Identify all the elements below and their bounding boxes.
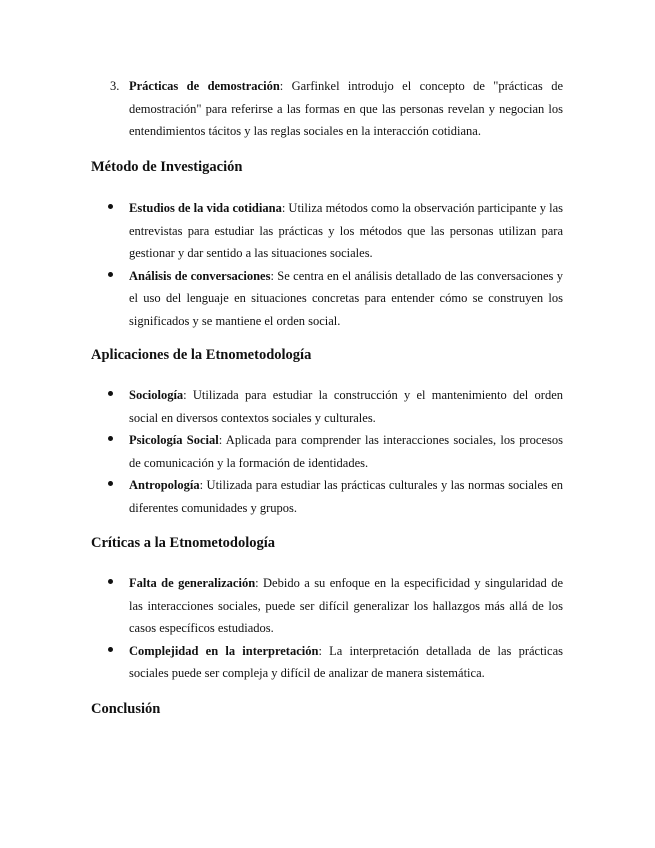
item-paragraph (129, 429, 563, 474)
bullet-icon (108, 391, 113, 396)
item-paragraph (129, 197, 563, 265)
item-description: : Garfinkel introdujo el concepto de "prácticas de demostración" para referirse a las formas en que las personas revelan y negocian los entendimientos tácitos y las reglas sociales en la interacción cotidiana. (129, 79, 563, 138)
bullet-list-metodo (0, 197, 655, 332)
list-item (0, 640, 655, 685)
item-description: : Aplicada para comprender las interacciones sociales, los procesos de comunicación y la formación de identidades. (129, 433, 563, 470)
list-item (0, 474, 655, 519)
section-heading-aplicaciones: Aplicaciones de la Etnometodología (91, 347, 312, 363)
item-term: Sociología (129, 388, 184, 402)
item-description: : Se centra en el análisis detallado de las conversaciones y el uso del lenguaje en situaciones concretas para entender cómo se construyen los significados y se mantiene el orden social. (129, 268, 563, 328)
item-term: Psicología Social (129, 433, 219, 447)
bullet-icon (108, 204, 113, 209)
item-description: : Utilizada para estudiar la construcción y el mantenimiento del orden social en diversos contextos sociales y culturales. (129, 388, 563, 425)
bullet-icon (108, 647, 113, 652)
list-number: 3. (110, 79, 120, 93)
item-paragraph (129, 265, 563, 333)
item-description: : Utilizada para estudiar las prácticas culturales y las normas sociales en diferentes comunidades y grupos. (129, 478, 563, 515)
item-term: Falta de generalización (129, 576, 256, 590)
item-paragraph (129, 75, 563, 143)
bullet-icon (108, 481, 113, 486)
item-paragraph (129, 572, 563, 640)
item-paragraph (129, 384, 563, 429)
item-term: Análisis de conversaciones (129, 268, 271, 283)
section-heading-criticas: Críticas a la Etnometodología (91, 535, 276, 551)
item-term: Prácticas de demostración (129, 79, 280, 93)
bullet-icon (108, 272, 113, 277)
item-paragraph (129, 640, 563, 685)
numbered-item-practicas-demostracion (0, 75, 655, 143)
item-description: : La interpretación detallada de las prácticas sociales puede ser compleja y difícil de analizar de manera sistemática. (129, 643, 563, 680)
item-term: Antropología (129, 478, 200, 492)
section-heading-metodo: Método de Investigación (91, 159, 243, 175)
list-item (0, 429, 655, 474)
list-item (0, 384, 655, 429)
bullet-icon (108, 579, 113, 584)
item-term: Complejidad en la interpretación (129, 643, 319, 658)
list-item (0, 572, 655, 640)
list-item (0, 265, 655, 333)
item-description: : Debido a su enfoque en la especificidad y singularidad de las interacciones sociales, puede ser difícil generalizar los hallazgos más allá de los casos específicos estudiados. (129, 576, 563, 635)
bullet-list-criticas (0, 572, 655, 685)
bullet-icon (108, 436, 113, 441)
item-description: : Utiliza métodos como la observación participante y las entrevistas para estudiar las prácticas y los métodos que las personas utilizan para gestionar y dar sentido a las situaciones sociales. (129, 201, 563, 260)
bullet-list-aplicaciones (0, 384, 655, 519)
item-term: Estudios de la vida cotidiana (129, 201, 282, 215)
numbered-list (0, 75, 655, 143)
section-heading-conclusion: Conclusión (91, 701, 161, 717)
list-item (0, 197, 655, 265)
item-paragraph (129, 474, 563, 519)
